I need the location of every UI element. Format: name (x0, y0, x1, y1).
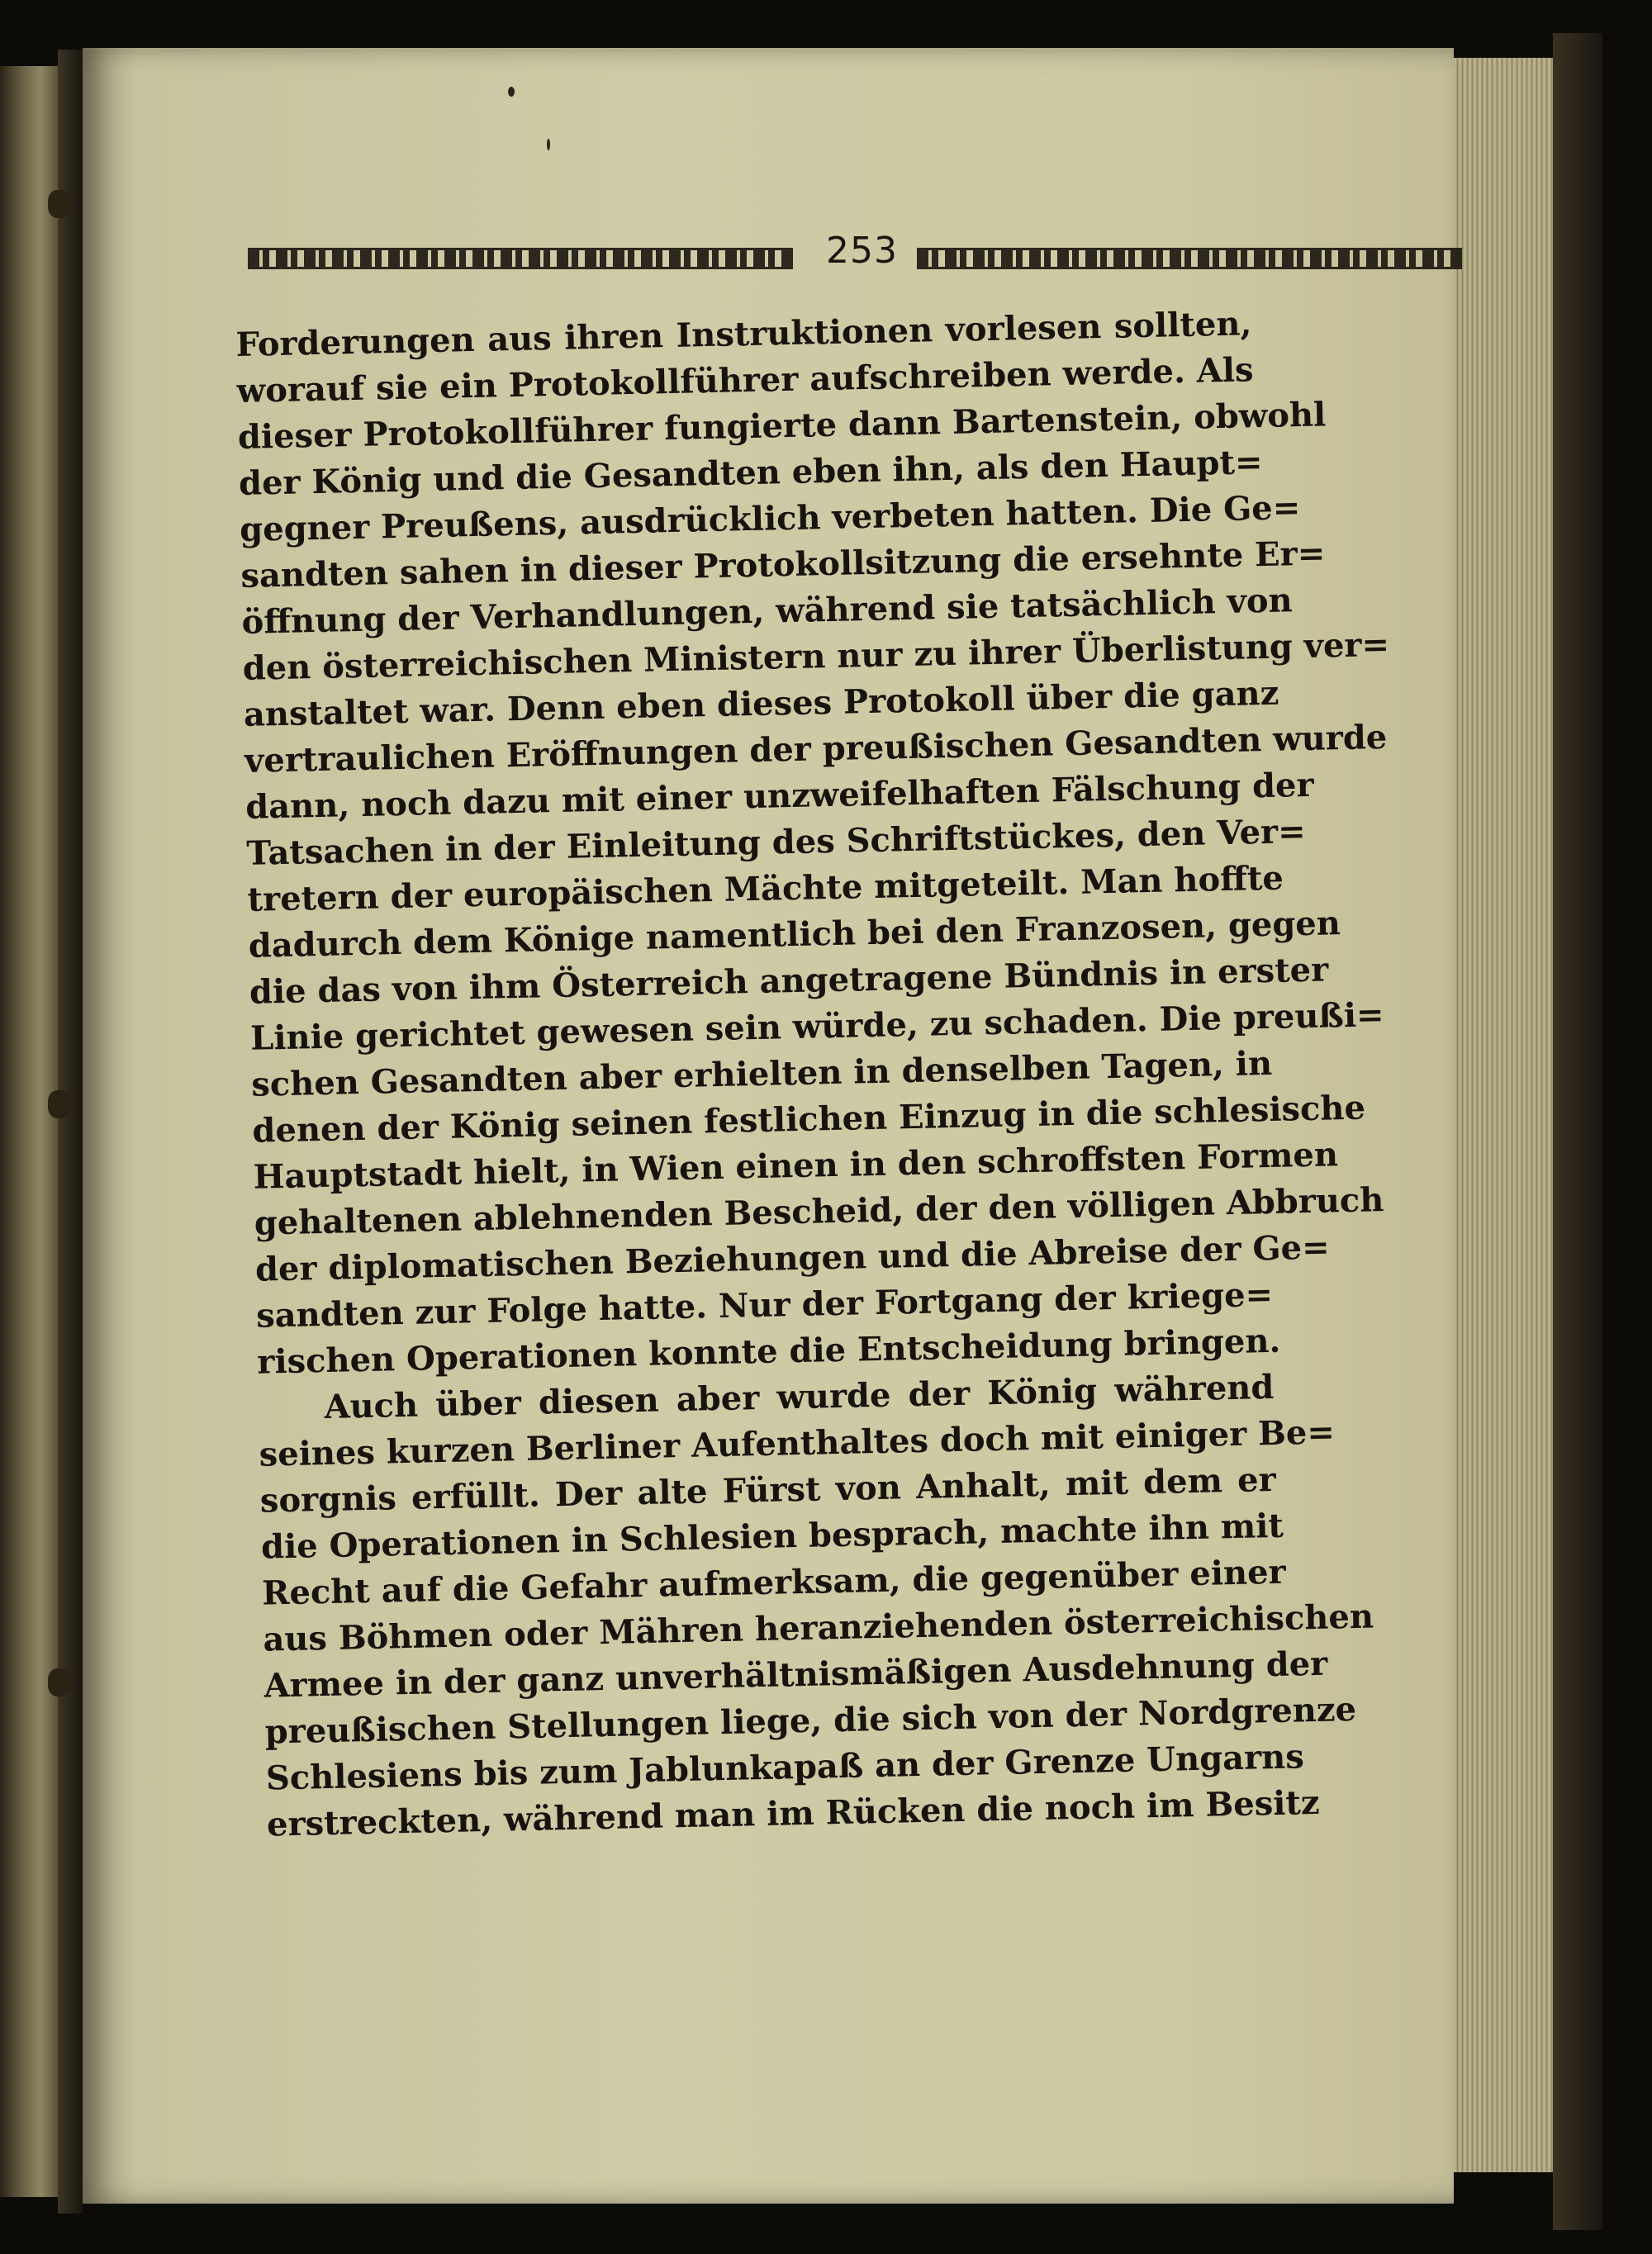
text-line: schen Gesandten aber erhielten in denselben Tagen, in (250, 1043, 1273, 1104)
text-line: dieser Protokollführer fungierte dann Bartenstein, obwohl (237, 395, 1327, 457)
text-line: gehaltenen ablehnenden Bescheid, der den völligen Abbruch (254, 1180, 1384, 1243)
page-edges (1454, 58, 1553, 2172)
text-line: Armee in der ganz unverhältnismäßigen Ausdehnung der (263, 1644, 1328, 1706)
binding-stitch (48, 1090, 71, 1118)
text-line: Linie gerichtet gewesen sein würde, zu schaden. Die preußi= (249, 995, 1384, 1058)
text-line: gegner Preußens, ausdrücklich verbeten hatten. Die Ge= (239, 488, 1301, 549)
header-ornament-right (917, 248, 1462, 269)
text-line: seines kurzen Berliner Aufenthaltes doch mit einiger Be= (259, 1412, 1336, 1474)
header-ornament-left (248, 248, 793, 269)
text-line: vertraulichen Eröffnungen der preußischen Gesandten wurde (244, 717, 1388, 781)
running-header (140, 230, 1214, 287)
text-line: denen der König seinen festlichen Einzug in die schlesische (252, 1088, 1366, 1151)
book-gutter (58, 50, 83, 2214)
text-line: Tatsachen in der Einleitung des Schriftstückes, den Ver= (245, 812, 1307, 873)
text-line: sorgnis erfüllt. Der alte Fürst von Anhalt, mit dem er (259, 1459, 1277, 1521)
text-line: aus Böhmen oder Mähren heranziehenden österreichischen (262, 1597, 1374, 1659)
text-line: Auch über diesen aber wurde der König während (324, 1367, 1275, 1427)
body-text (235, 301, 1390, 1848)
text-line: dadurch dem Könige namentlich bei den Franzosen, gegen (248, 904, 1341, 966)
text-line: die das von ihm Österreich angetragene Bündnis in erster (249, 950, 1329, 1012)
text-line: den österreichischen Ministern nur zu ihrer Überlistung ver= (242, 624, 1390, 688)
text-line: Recht auf die Gefahr aufmerksam, die gegenüber einer (261, 1552, 1287, 1613)
text-line: öffnung der Verhandlungen, während sie tatsächlich von (241, 581, 1294, 642)
text-line: dann, noch dazu mit einer unzweifelhaften Fälschung der (244, 765, 1315, 827)
book-cover-edge (1553, 33, 1602, 2230)
page-number: 253 (826, 230, 898, 272)
text-line: anstaltet war. Denn eben dieses Protokoll über die ganz (243, 673, 1279, 734)
text-line: Forderungen aus ihren Instruktionen vorlesen sollten, (235, 304, 1252, 364)
text-line: tretern der europäischen Mächte mitgeteilt. Man hoffte (247, 858, 1284, 919)
binding-stitch (48, 190, 71, 218)
text-line: erstreckten, während man im Rücken die noch im Besitz (266, 1782, 1321, 1844)
previous-page-edge (0, 66, 58, 2197)
text-line: die Operationen in Schlesien besprach, machte ihn mit (260, 1506, 1284, 1567)
text-line: preußischen Stellungen liege, die sich von der Nordgrenze (264, 1689, 1357, 1752)
text-line: der diplomatischen Beziehungen und die Abreise der Ge= (254, 1227, 1331, 1289)
text-line: Hauptstadt hielt, in Wien einen in den schroffsten Formen (253, 1135, 1339, 1197)
binding-stitch (48, 1668, 71, 1696)
text-line: der König und die Gesandten eben ihn, als den Haupt= (238, 443, 1263, 503)
text-line: rischen Operationen konnte die Entscheidung bringen. (256, 1321, 1281, 1382)
text-line: sandten zur Folge hatte. Nur der Fortgang der kriege= (255, 1274, 1274, 1336)
text-line: sandten sahen in dieser Protokollsitzung die ersehnte Er= (240, 534, 1326, 596)
text-line: worauf sie ein Protokollführer aufschreiben werde. Als (236, 350, 1254, 410)
text-line: Schlesiens bis zum Jablunkapaß an der Grenze Ungarns (265, 1737, 1305, 1798)
